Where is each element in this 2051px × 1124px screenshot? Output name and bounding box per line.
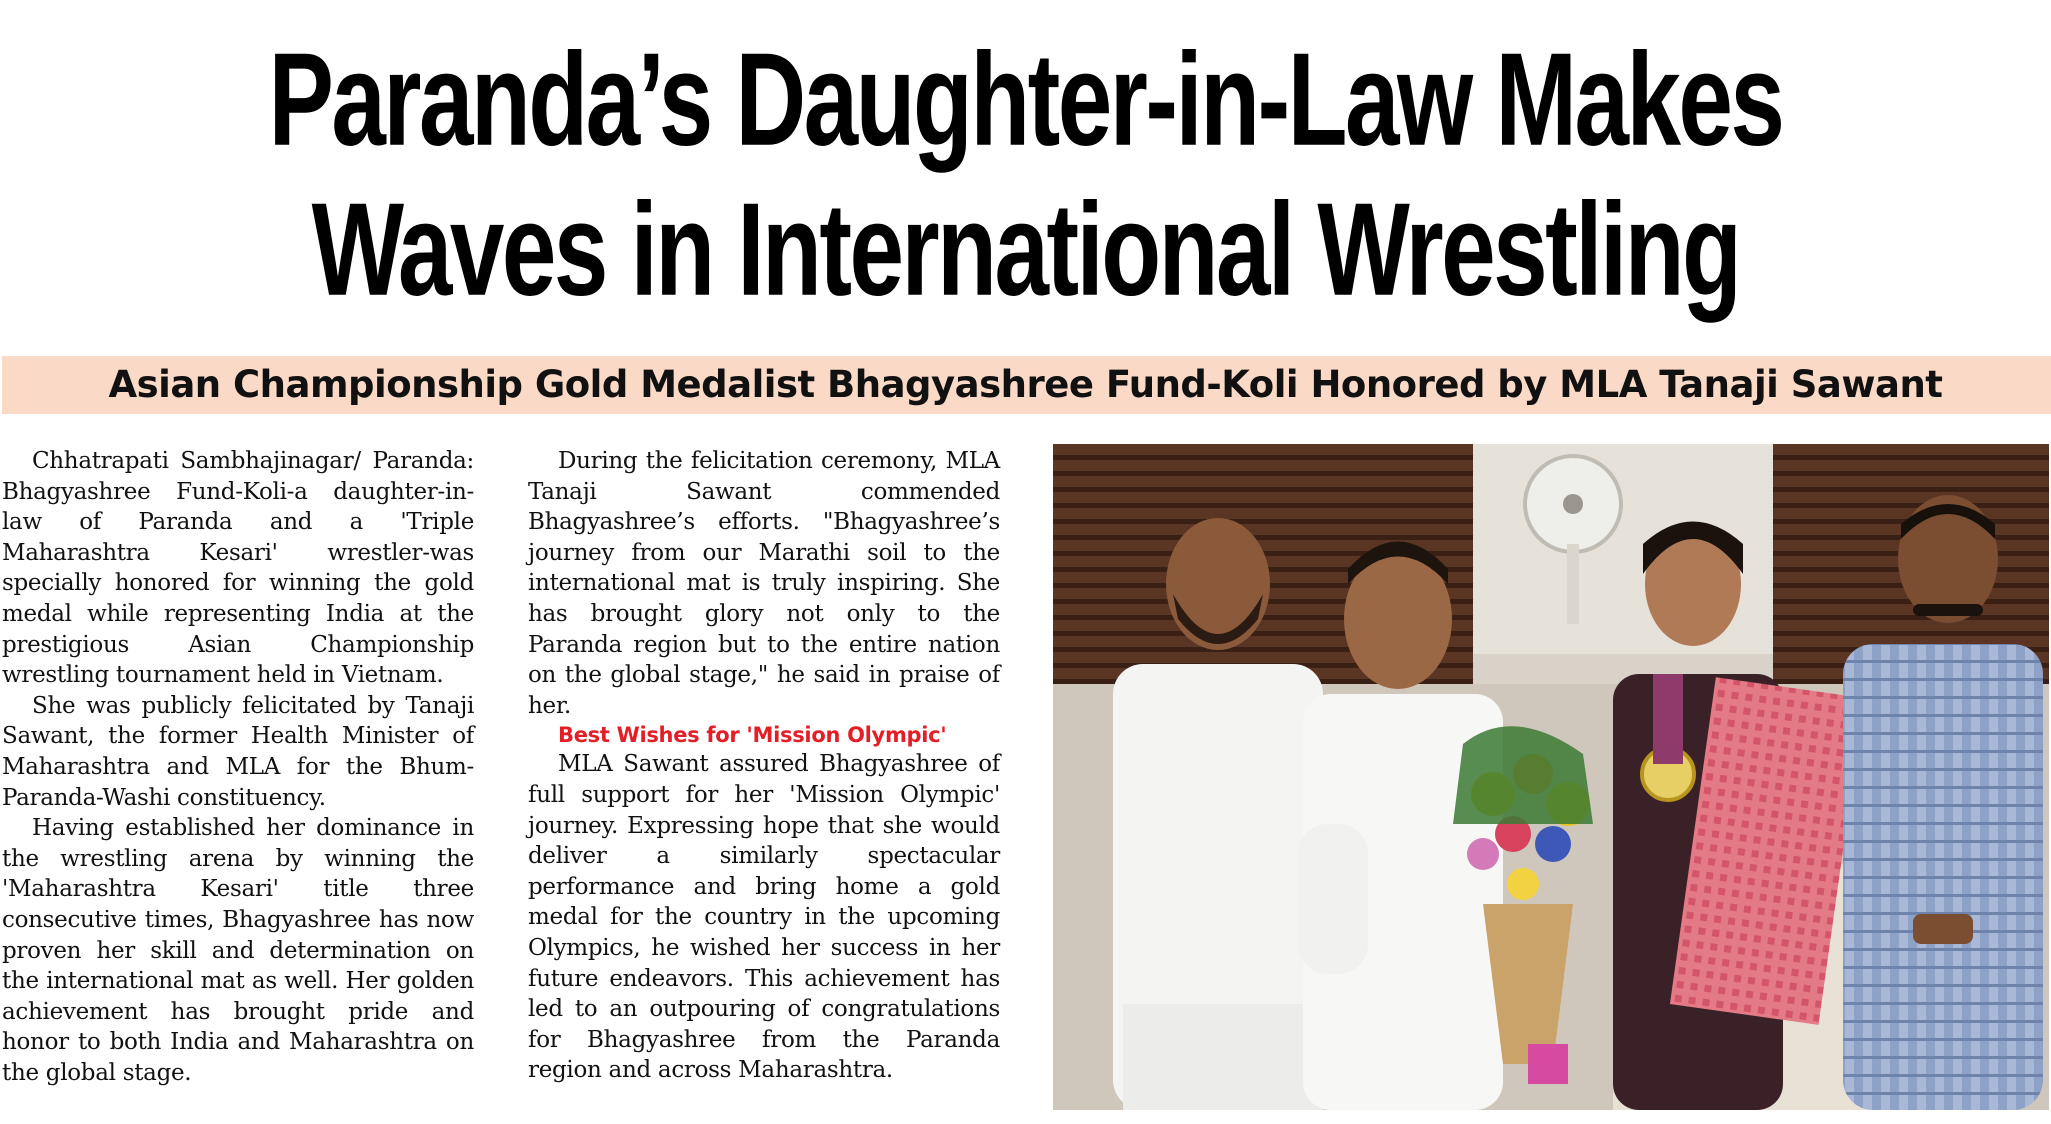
paragraph: She was publicly felicitated by Tanaji Sawant, the former Health Minister of Maharashtra and MLA for the Bhum-Paranda-Washi constituency. <box>2 692 474 811</box>
news-photo <box>1053 444 2049 1110</box>
article-column-2 <box>528 446 1000 1086</box>
headline-line-2: Waves in International Wrestling <box>311 176 1740 324</box>
paragraph: Chhatrapati Sambhajinagar/ Paranda: Bhagyashree Fund-Koli-a daughter-in-law of Paranda and a 'Triple Maharashtra Kesari' wrestler-was specially honored for winning the gold medal while representing India at the prestigious Asian Championship wrestling tournament held in Vietnam. <box>2 448 474 689</box>
section-subheading: Best Wishes for 'Mission Olympic' <box>558 723 947 748</box>
paragraph: MLA Sawant assured Bhagyashree of full support for her 'Mission Olympic' journey. Expressing hope that she would deliver a similarly spectacular performance and bring home a gold medal for the country in the upcoming Olympics, he wished her success in her future endeavors. This achievement has led to an outpouring of congratulations for Bhagyashree from the Paranda region and across Maharashtra. <box>528 751 1000 1084</box>
headline-line-1: Paranda’s Daughter-in-Law Makes <box>268 26 1783 174</box>
article-column-1 <box>2 446 474 1088</box>
paragraph: During the felicitation ceremony, MLA Tanaji Sawant commended Bhagyashree’s efforts. "Bhagyashree’s journey from our Marathi soil to the international mat is truly inspiring. She has brought glory not only to the Paranda region but to the entire nation on the global stage," he said in praise of her. <box>528 448 1000 719</box>
paragraph: Having established her dominance in the wrestling arena by winning the 'Maharashtra Kesari' title three consecutive times, Bhagyashree has now proven her skill and determination on the international mat as well. Her golden achievement has brought pride and honor to both India and Maharashtra on the global stage. <box>2 815 474 1086</box>
subheadline: Asian Championship Gold Medalist Bhagyashree Fund-Koli Honored by MLA Tanaji Sawant <box>108 363 1943 406</box>
felicitation-photo-illustration <box>1053 444 2049 1110</box>
